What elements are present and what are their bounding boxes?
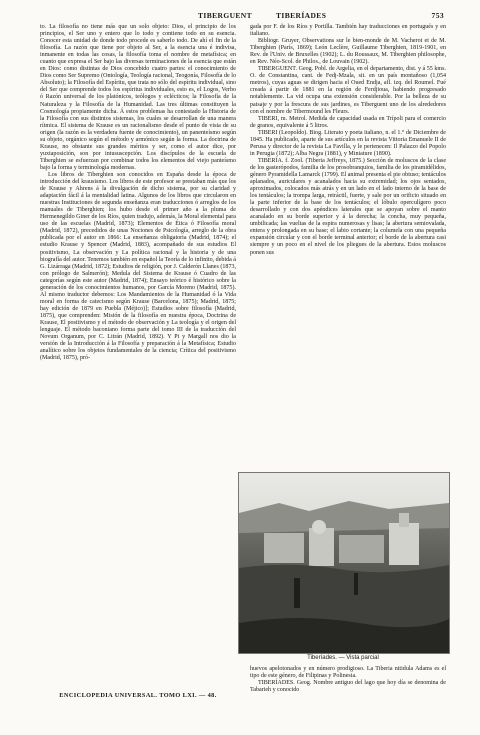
page-number: 753 [431, 11, 444, 20]
right-paragraph-6: TIBERÍA. f. Zool. (Tiberia Jeffreys, 1875.) Sección de moluscos de la clase de los gasterópodos, familia de los prosobranquios, familia de los piramidélidos, género Pyramidella Lamarck (1799). El animal presenta el pie obtuso; tentáculos aplanados, auriculares y acanalados hacia su extremidad; los ojos sentados, aproximados, colocados más atrás y en un lado en el lado interno de la base de los tentáculos; la trompa larga, retráctil, fuerte, y sale por un orificio situado en la parte inferior de la base de los tentáculos; el lóbulo operculígero poco desarrollado y con dos apéndices laterales que se apoyan sobre el manto acanalado en su borde superior y á la derecha; la concha, muy pequeña, umbilicada; las vueltas de la espira numerosas y lisas; la abertura semiovalada, entera y prolongada en su base; el labio cortante; la columela con una pequeña expansión circular y con el borde terminal anterior; el borde de la abertura casi siempre y un poco en el nivel de los pliegues de la abertura. Estos moluscos ponen sus [250, 157, 446, 256]
left-paragraph-2: Los libros de Tiberghien son conocidos en España desde la época de introducción del krausismo. Los libros de este profesor se prestaban más que los de Krause y Ahrens á la divulgación de dicho sistema, por su claridad y adaptación fácil á la mentalidad latina. Algunos de los libros que circularon en nuestras Instituciones de segunda enseñanza eran traducciones ó arreglos de los manuales de Tiberghien; los hubo desde el primer año a la pluma de Hermenegildo Giner de los Ríos, quien tradujo, además, la Moral elemental para uso de las escuelas (Madrid, 1873); Elementos de Ética ó Filosofía moral (Madrid, 1872), precedidos de unas Nociones de Psicología, arreglo de la obra publicada por el autor en 1866: La enseñanza obligatoria (Madrid, 1874); el estudio Krause y Spencer (Madrid, 1883), acompañado de sus estudios El positivismo, La observación y La política racional y la historia y de una biografía del autor. Tenemos también en español la Teoría de lo infinito, debida á G. Lizárraga (Madrid, 1872); Estudios de religión, por J. Calderón Llanes (1873, con prólogo de Salmerón); Medula del Sistema de Krause ó Cuadro de las categorías según este autor (Madrid, 1874); Ensayo teórico é histórico sobre la generación de los conocimientos humanos, por García Moreno (Madrid, 1875). Al mismo traductor debemos: Los Mandamientos de la Humanidad ó la Vida moral en forma de catecismo según Krause (Barcelona, 1875); Madrid, 1875; hay edición de 1879 en Puebla (Méjico)]; Estudios sobre filosofía (Madrid, 1875), que comprenden: Misión de la filosofía en nuestra época, Doctrina de Krause, El positivismo y el método de observación y La teología y el origen del lenguaje. El método baconiano forma parte del tomo III de la traducción del Novum Organum, por C. Litrán (Madrid, 1892). Y Pi y Margall nos dio la versión de la Introducción á la Filosofía y preparación á la Metafísica; Estudio analítico sobre los objetos fundamentales de la ciencia; Crítica del positivismo (Madrid, 1875), pró- [40, 171, 236, 362]
right-paragraph-3: TIBERGUENT. Geog. Pobl. de Argelia, en el departamento, dist. y á 55 kms. O. de Constantina, cant. de Fedj-Mzala, sit. en un país montañoso (1,054 metros), cuyas aguas se dirigen hacia el Oued Endja, afl. izq. del Roumel. Fué creada á partir de 1881 en la región de Ferdjioua, habiendo progresado notablemente. La vid ocupa una extensión considerable. Por la belleza de su paisaje y por la frescura de sus jardines, es Tiberguent uno de los alrededores con el nombre de Tibermound les Fleurs. [250, 66, 446, 115]
tiberiades-photo [238, 472, 450, 654]
header-right-term: TIBERÍADES [276, 11, 327, 20]
left-paragraph-1: to. La filosofía no tiene más que un solo objeto: Dios, el principio de los principios, el Ser uno y entero que lo todo y contiene todo en su esencia. Conocer esta unidad de donde todo procede es saberlo todo. De ahí el fin de la filosofía. La razón que tiene por objeto al Ser, a la esencia una é indivisa, inmanente en todas las cosas, la filosofía toma el nombre de metafísica; en cuanto que expresa el Ser bajo las diversas terminaciones de la esencia que están en Dios: como distintas de Dios concebido cuatro partes: el conocimiento de Dios como Ser Supremo (Ontología, Teología racional, Teogonía, Filosofía de lo Absoluto); la Filosofía del Espíritu, que trata no sólo del espíritu individual, sino del Ser que comprende todos los espíritus individuales, esto es, el Logos, Verbo ó Razón universal de los platónicos, teólogos y eclécticos; la Filosofía de la Naturaleza y la Filosofía de la Humanidad. Las tres últimas constituyen la Cosmología propiamente dicha. Á estos problemas ha contestado la Historia de la Filosofía con sus distintos sistemas, los cuales se desarrollan de una manera rítmica. El sistema de Krause es un racionalismo desde el punto de vista de su origen (la razón es la verdadera fuente de conocimiento), un panenteísmo según su objeto, orgánico según el método y armónico según la forma. La doctrina de Krause, no obstante sus grandes méritos y ser, como el autor dice, por yuxtaposición, son por intususcepción. Los discípulos de la escuela de Tiberghien se esfuerzan por combinar todos los elementos del viejo panteísmo bajo la forma y terminología modernas. [40, 24, 236, 171]
page-footer: ENCICLOPEDIA UNIVERSAL. TOMO LXI. — 48. [59, 692, 217, 699]
right-paragraph-5: TIBERI (Leopoldo). Biog. Literato y poeta italiano, n. el 1.° de Diciembre de 1845. Ha publicado, aparte de sus artículos en la revista Vittoria Emanuele II de Perusa y director de la revista La Favilla, y le pertenecen: Il Palazzo del Popolo in Perugia (1872); Alba Negra (1881), y Miniature (1890). [250, 129, 446, 157]
left-column [40, 24, 236, 464]
right-paragraph-1: gada por F. de los Ríos y Portilla. También hay traducciones en portugués y en italiano. [250, 24, 446, 38]
right-paragraph-4: TIBERI, m. Metrol. Medida de capacidad usada en Trípoli para el comercio de granos, equivalente á 5 litros. [250, 115, 446, 129]
right-paragraph-2: Bibliogr. Gruyer, Observations sur le bien-monde de M. Vacherot et de M. Tiberghien (París, 1869); León Leclère, Guillaume Tiberghien, 1819-1901, en Rev. de l'Univ. de Bruxelles (1902); L. du Roussaux, M. Tiberghien philosophe, en Rev. Néo-Scol. de Philos., de Louvain (1902). [250, 38, 446, 66]
bottom-paragraph-1: huevos apelotonados y en número prodigioso. La Tiberia nitidula Adams es el tipo de este género, de Filipinas y Polinesia. [250, 666, 446, 680]
right-column [250, 24, 446, 456]
header-left-term: TIBERGUENT [198, 11, 253, 20]
photo-caption: Tiberíades. — Vista parcial [307, 655, 379, 661]
right-column-bottom [250, 666, 446, 694]
bottom-paragraph-2: TIBERÍADES. Geog. Nombre antiguo del lago que hoy día se denomina de Tabarieh y conocido [250, 680, 446, 694]
running-header [40, 11, 444, 23]
